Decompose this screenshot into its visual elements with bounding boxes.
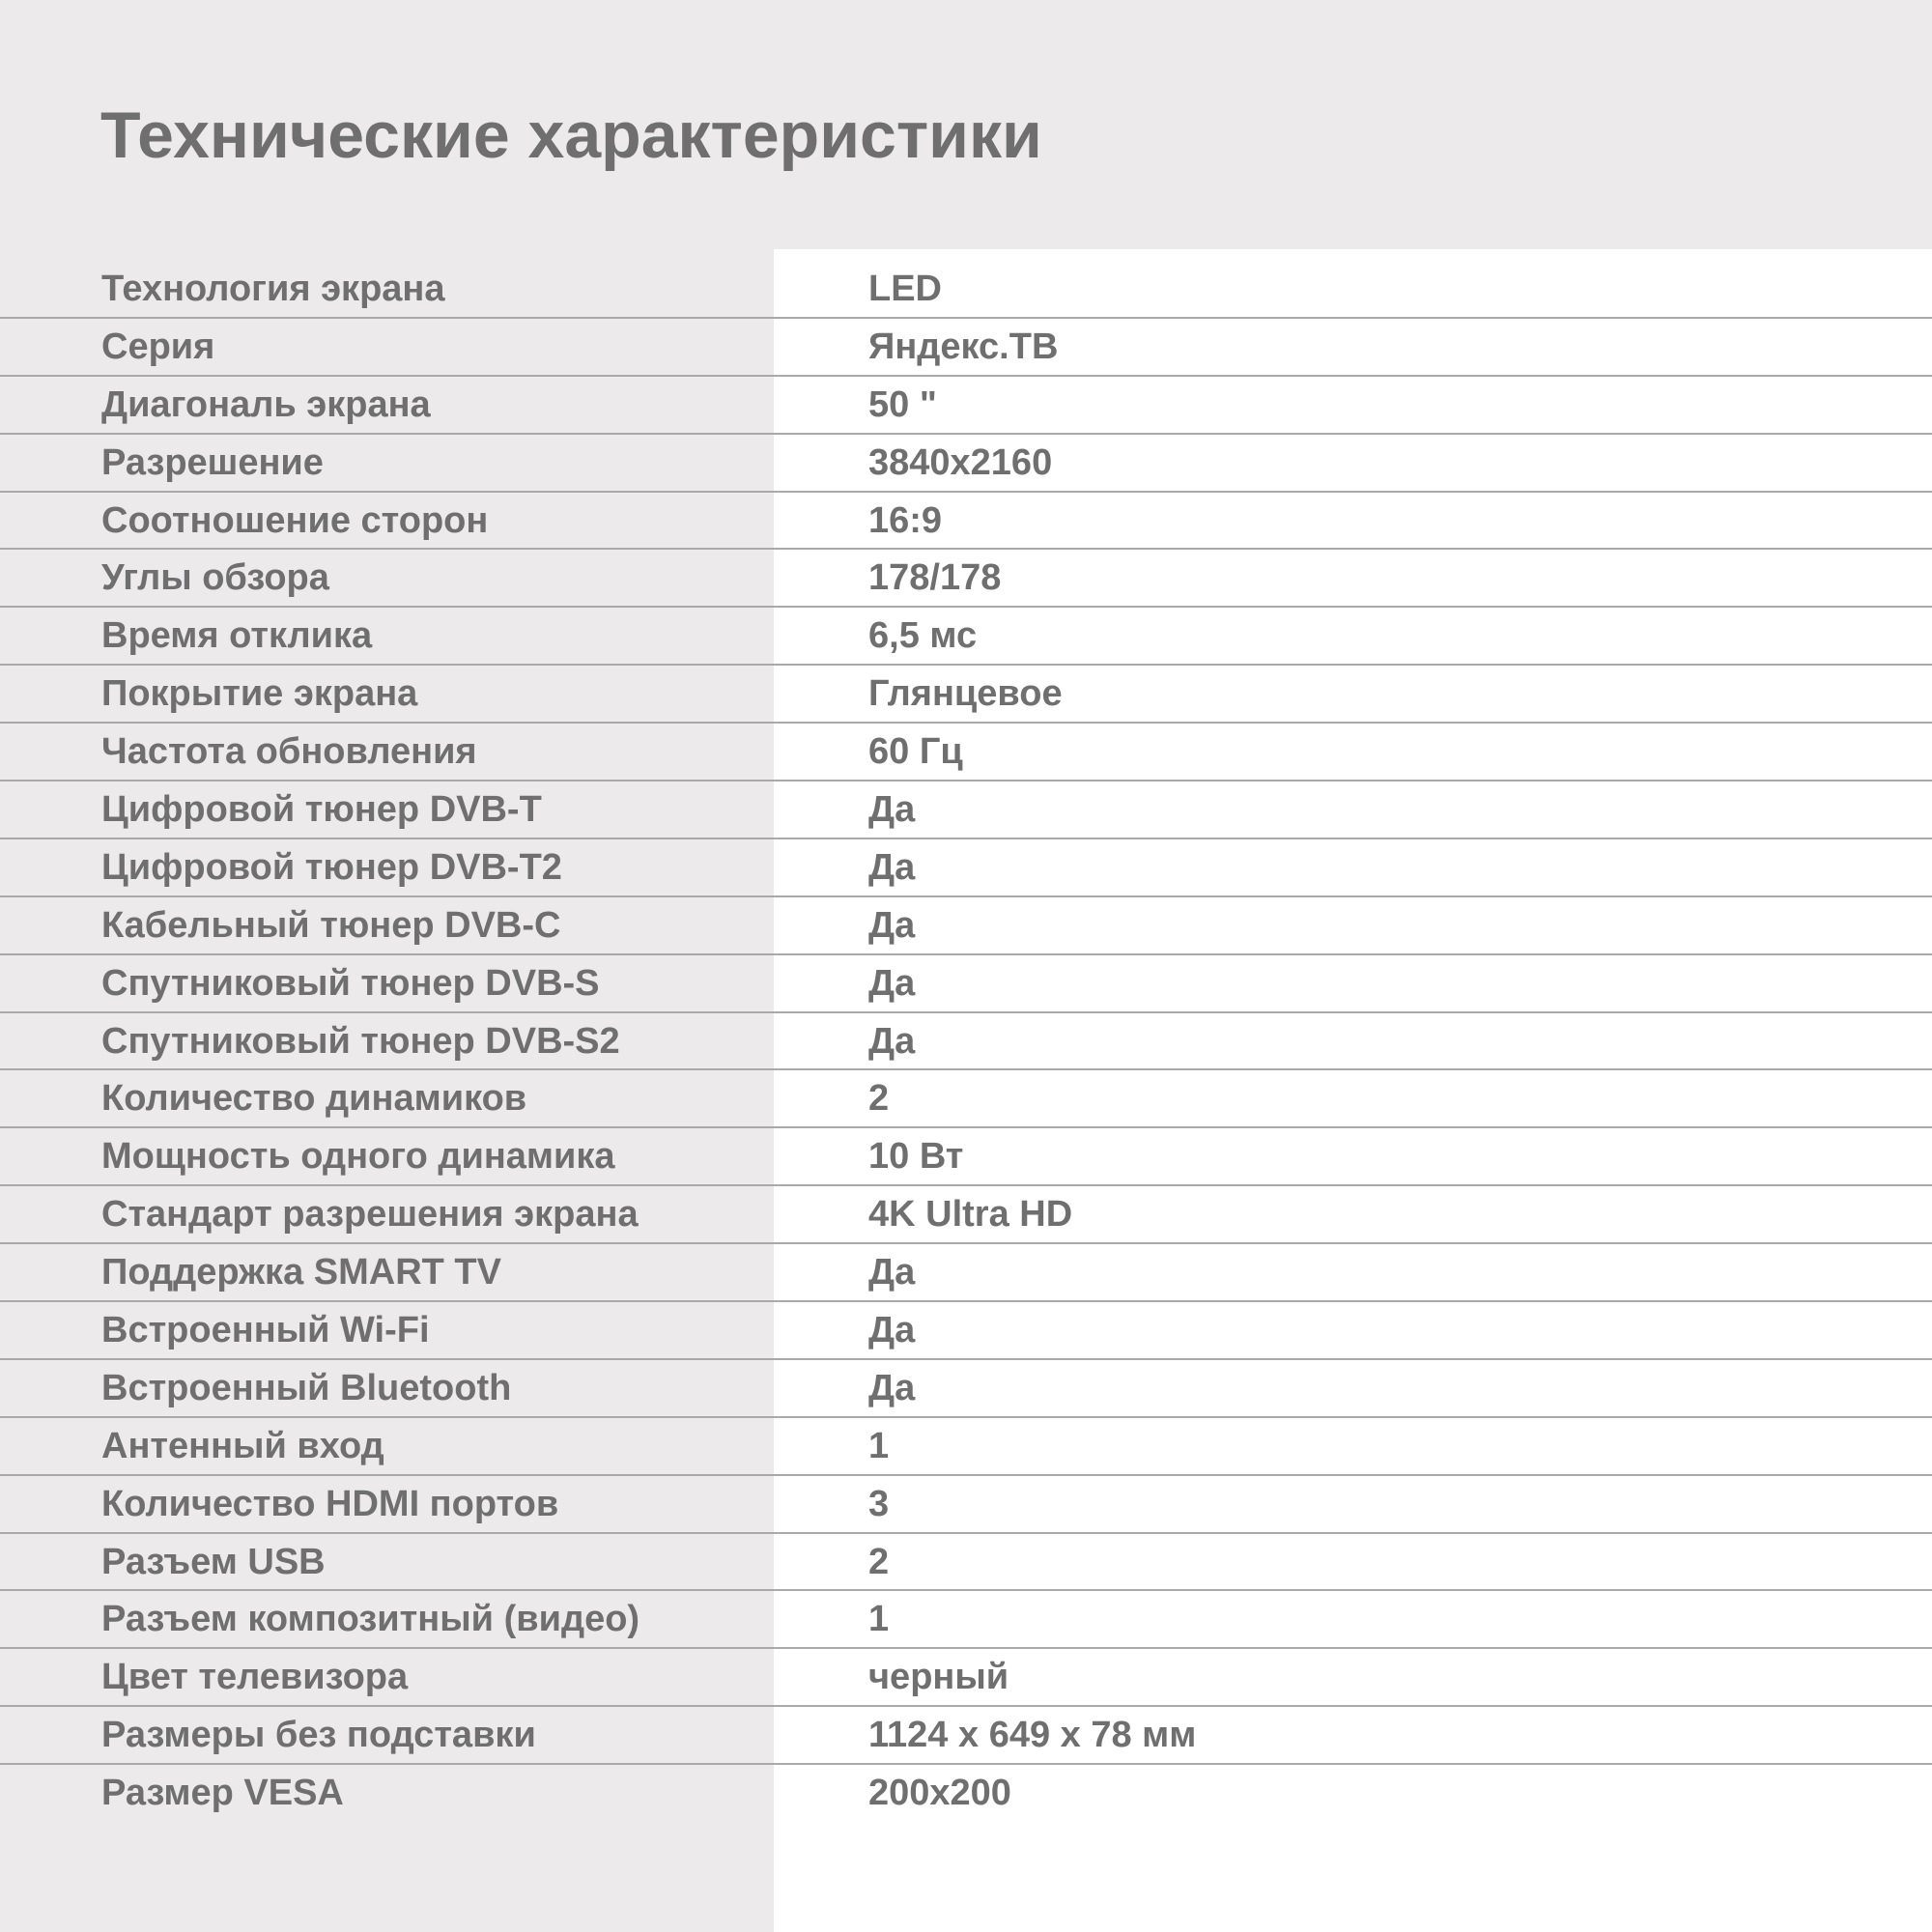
spec-label: Кабельный тюнер DVB-C [101,904,561,946]
spec-row [0,1476,1932,1534]
page-title: Технические характеристики [100,99,1042,172]
spec-row [0,1765,1932,1823]
header-band [0,0,1932,249]
spec-row [0,550,1932,608]
spec-row [0,377,1932,435]
spec-value: Да [868,904,916,946]
spec-label: Стандарт разрешения экрана [101,1194,639,1236]
spec-row [0,493,1932,551]
spec-value: Да [868,1367,916,1408]
spec-row [0,1707,1932,1765]
spec-value: 200x200 [868,1773,1011,1814]
spec-value: Да [868,1020,916,1062]
spec-label: Цифровой тюнер DVB-T2 [101,846,562,888]
spec-label: Разъем композитный (видео) [101,1599,640,1640]
spec-value: 3840x2160 [868,441,1053,483]
spec-row [0,724,1932,781]
spec-label: Разъем USB [101,1541,326,1582]
spec-row [0,1244,1932,1302]
spec-value: 1 [868,1425,890,1466]
spec-label: Серия [101,326,215,367]
spec-label: Спутниковый тюнер DVB-S [101,962,600,1004]
spec-label: Покрытие экрана [101,673,418,715]
spec-value: 16:9 [868,499,943,541]
spec-row [0,608,1932,666]
spec-row [0,1360,1932,1418]
spec-row [0,1534,1932,1592]
spec-value: 178/178 [868,557,1002,599]
spec-value: Да [868,846,916,888]
spec-value: 4K Ultra HD [868,1194,1073,1236]
spec-row [0,1128,1932,1186]
spec-label: Диагональ экрана [101,384,431,425]
spec-value: LED [868,269,942,309]
spec-row [0,1302,1932,1360]
spec-label: Количество HDMI портов [101,1483,559,1524]
spec-row [0,1186,1932,1244]
spec-value: Да [868,962,916,1004]
spec-row [0,839,1932,897]
spec-row [0,1591,1932,1649]
spec-row [0,666,1932,724]
spec-value: 1 [868,1599,890,1640]
spec-value: Да [868,1252,916,1293]
spec-label: Мощность одного динамика [101,1136,615,1178]
spec-label: Углы обзора [101,557,329,599]
spec-value: Глянцевое [868,673,1063,715]
spec-label: Встроенный Bluetooth [101,1367,512,1408]
spec-row [0,897,1932,955]
spec-value: Да [868,789,916,831]
spec-label: Соотношение сторон [101,499,489,541]
spec-row [0,1013,1932,1071]
spec-label: Размеры без подставки [101,1715,536,1756]
spec-value: 2 [868,1078,890,1120]
spec-label: Частота обновления [101,731,477,773]
spec-label: Встроенный Wi-Fi [101,1310,430,1351]
spec-value: 1124 x 649 x 78 мм [868,1715,1197,1756]
spec-label: Размер VESA [101,1773,344,1814]
spec-row [0,1649,1932,1707]
spec-row [0,261,1932,319]
spec-value: Яндекс.ТВ [868,326,1059,367]
spec-label: Цвет телевизора [101,1657,409,1698]
spec-row [0,955,1932,1013]
spec-value: черный [868,1657,1009,1698]
spec-value: 60 Гц [868,731,963,773]
spec-label: Поддержка SMART TV [101,1252,501,1293]
spec-row [0,781,1932,839]
spec-label: Разрешение [101,441,324,483]
spec-label: Спутниковый тюнер DVB-S2 [101,1020,620,1062]
spec-row [0,435,1932,493]
spec-label: Антенный вход [101,1425,384,1466]
spec-label: Количество динамиков [101,1078,527,1120]
spec-label: Время отклика [101,615,373,657]
spec-row [0,319,1932,377]
spec-value: 50 " [868,384,937,425]
spec-value: Да [868,1310,916,1351]
spec-table [0,261,1932,1823]
spec-label: Цифровой тюнер DVB-T [101,789,542,831]
spec-row [0,1070,1932,1128]
spec-value: 2 [868,1541,890,1582]
spec-value: 3 [868,1483,890,1524]
spec-row [0,1418,1932,1476]
spec-value: 6,5 мс [868,615,978,657]
spec-value: 10 Вт [868,1136,964,1178]
spec-label: Технология экрана [101,269,445,309]
